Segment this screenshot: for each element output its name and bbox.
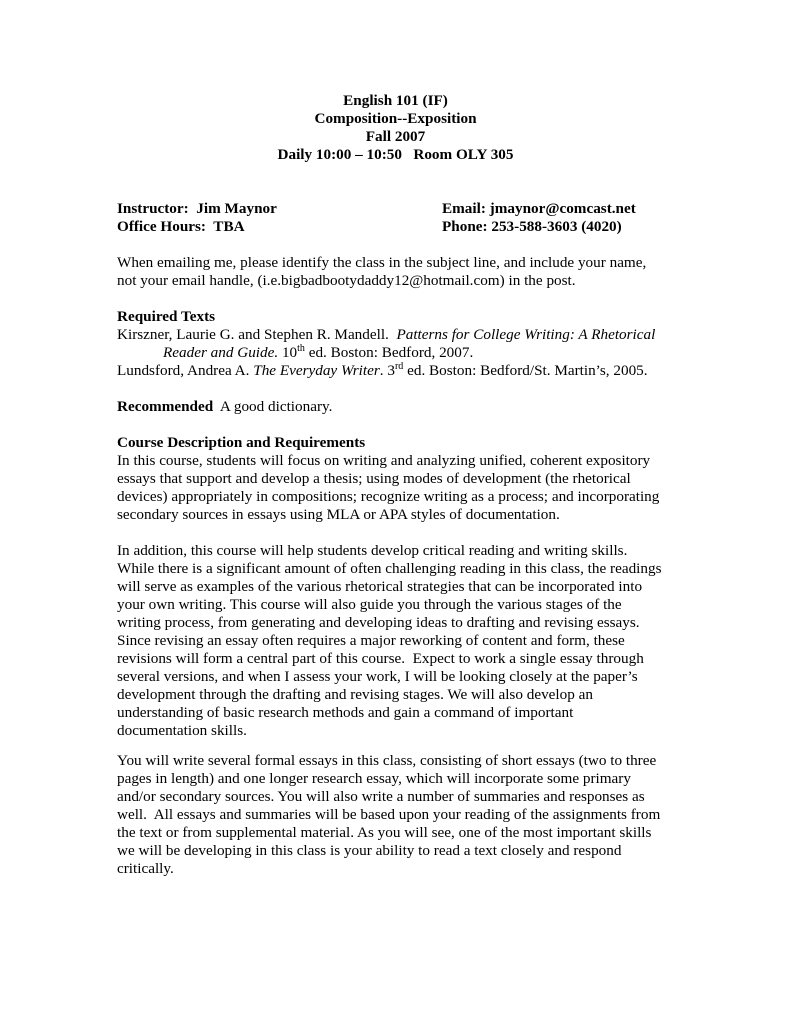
paragraph-line: and/or secondary sources. You will also write a number of summaries and responses as bbox=[117, 788, 645, 805]
citation-book-2 bbox=[117, 362, 687, 380]
book1-edition-suffix: th bbox=[297, 342, 305, 354]
email-note-line: not your email handle, (i.e.bigbadbootydaddy12@hotmail.com) in the post. bbox=[117, 272, 576, 289]
description-paragraph-3 bbox=[117, 752, 687, 878]
paragraph-line: we will be developing in this class is your ability to read a text closely and respond bbox=[117, 842, 622, 859]
required-texts-section bbox=[117, 308, 687, 380]
contact-info bbox=[117, 200, 677, 236]
email-note-line: When emailing me, please identify the class in the subject line, and include your name, bbox=[117, 254, 647, 271]
course-term: Fall 2007 bbox=[365, 128, 426, 145]
instructor-name: Instructor: Jim Maynor bbox=[117, 200, 277, 217]
email-note bbox=[117, 254, 687, 290]
recommended-section bbox=[117, 398, 687, 416]
citation-book-1-cont bbox=[117, 344, 687, 362]
course-schedule: Daily 10:00 – 10:50 Room OLY 305 bbox=[277, 146, 514, 163]
course-title: English 101 (IF) bbox=[343, 92, 448, 109]
paragraph-line: In this course, students will focus on writing and analyzing unified, coherent expository bbox=[117, 452, 651, 469]
book2-title: The Everyday Writer bbox=[253, 362, 380, 379]
office-hours: Office Hours: TBA bbox=[117, 218, 245, 235]
required-texts-heading: Required Texts bbox=[117, 308, 216, 325]
course-description-section bbox=[117, 434, 687, 524]
book1-edition: 10 bbox=[278, 344, 298, 361]
paragraph-line: will serve as examples of the various rhetorical strategies that can be incorporated into bbox=[117, 578, 643, 595]
course-subtitle: Composition--Exposition bbox=[314, 110, 477, 127]
paragraph-line: Since revising an essay often requires a major reworking of content and form, these bbox=[117, 632, 625, 649]
paragraph-line: critically. bbox=[117, 860, 174, 877]
description-paragraph-1 bbox=[117, 452, 687, 524]
book2-publisher: ed. Boston: Bedford/St. Martin’s, 2005. bbox=[403, 362, 648, 379]
book1-authors: Kirszner, Laurie G. and Stephen R. Mandell. bbox=[117, 326, 397, 343]
book1-publisher: ed. Boston: Bedford, 2007. bbox=[304, 344, 474, 361]
book1-title: Patterns for College Writing: A Rhetorical bbox=[396, 326, 656, 343]
paragraph-line: essays that support and develop a thesis; using modes of development (the rhetorical bbox=[117, 470, 631, 487]
paragraph-line: the text or from supplemental material. As you will see, one of the most important skills bbox=[117, 824, 652, 841]
paragraph-line: In addition, this course will help students develop critical reading and writing skills. bbox=[117, 542, 628, 559]
paragraph-line: writing process, from generating and developing ideas to drafting and revising essays. bbox=[117, 614, 640, 631]
paragraph-line: documentation skills. bbox=[117, 722, 247, 739]
paragraph-line: several versions, and when I assess your work, I will be looking closely at the paper’s bbox=[117, 668, 638, 685]
paragraph-line: development through the drafting and revising stages. We will also develop an bbox=[117, 686, 593, 703]
recommended-label: Recommended bbox=[117, 398, 214, 415]
description-paragraph-2 bbox=[117, 542, 687, 740]
citation-book-1 bbox=[117, 326, 687, 344]
paragraph-line: While there is a significant amount of often challenging reading in this class, the readings bbox=[117, 560, 662, 577]
paragraph-line: well. All essays and summaries will be based upon your reading of the assignments from bbox=[117, 806, 661, 823]
course-header bbox=[0, 92, 791, 164]
book2-edition-suffix: rd bbox=[394, 360, 404, 372]
paragraph-line: You will write several formal essays in this class, consisting of short essays (two to three bbox=[117, 752, 657, 769]
paragraph-line: revisions will form a central part of this course. Expect to work a single essay through bbox=[117, 650, 644, 667]
book2-edition: . 3 bbox=[379, 362, 395, 379]
book2-authors: Lundsford, Andrea A. bbox=[117, 362, 254, 379]
instructor-phone: Phone: 253-588-3603 (4020) bbox=[442, 218, 622, 235]
paragraph-line: your own writing. This course will also guide you through the various stages of the bbox=[117, 596, 622, 613]
paragraph-line: secondary sources in essays using MLA or APA styles of documentation. bbox=[117, 506, 560, 523]
recommended-text: A good dictionary. bbox=[213, 398, 333, 415]
paragraph-line: pages in length) and one longer research essay, which will incorporate some primary bbox=[117, 770, 631, 787]
instructor-email: Email: jmaynor@comcast.net bbox=[442, 200, 636, 217]
book1-title-cont: Reader and Guide. bbox=[163, 344, 279, 361]
paragraph-line: understanding of basic research methods and gain a command of important bbox=[117, 704, 574, 721]
paragraph-line: devices) appropriately in compositions; recognize writing as a process; and incorporating bbox=[117, 488, 660, 505]
course-description-heading: Course Description and Requirements bbox=[117, 434, 366, 451]
